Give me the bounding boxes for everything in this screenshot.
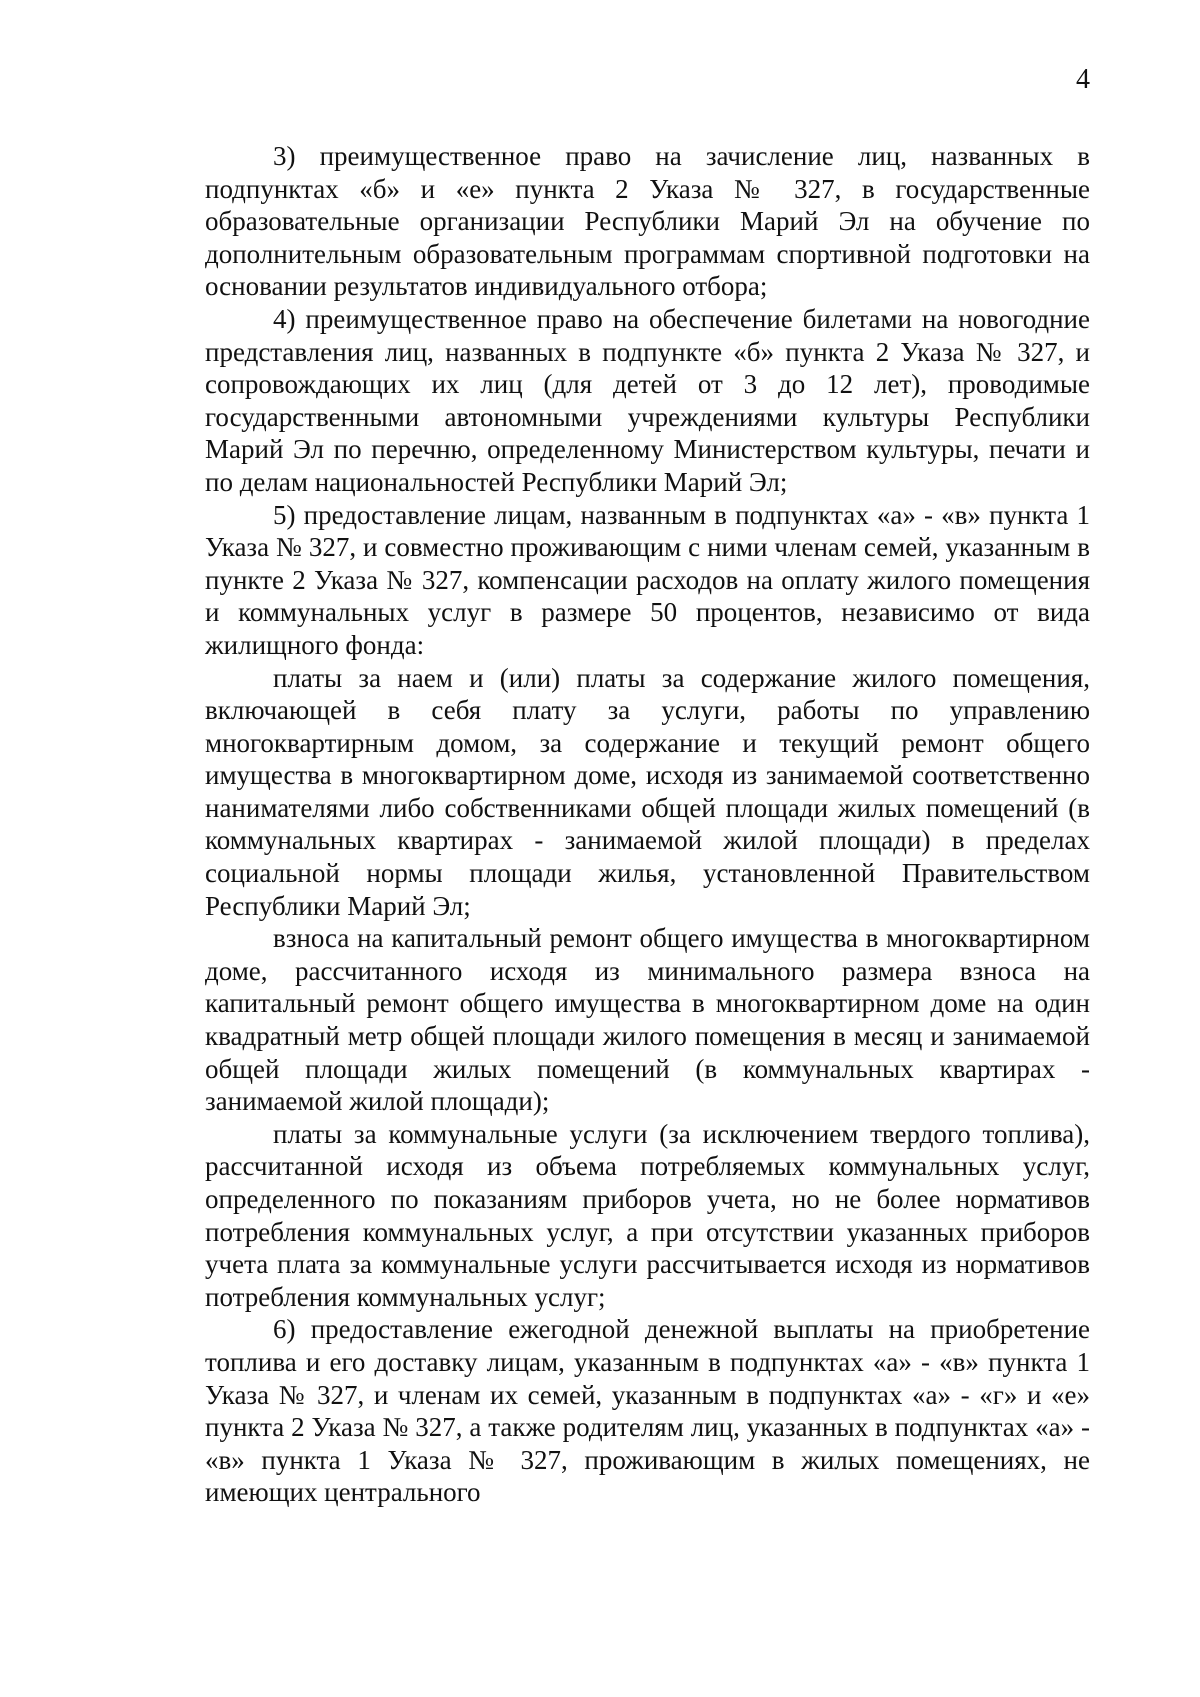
- paragraph-capital-repair: взноса на капитальный ремонт общего имущества в многоквартирном доме, рассчитанного исходя из минимального размера взноса на капитальный ремонт общего имущества в многоквартирном доме на один квадратный метр общей площади жилого помещения в месяц и занимаемой общей площади жилых помещений (в коммунальных квартирах - занимаемой жилой площади);: [205, 923, 1090, 1117]
- paragraph-utility-fee: платы за коммунальные услуги (за исключением твердого топлива), рассчитанной исходя из объема потребляемых коммунальных услуг, определенного по показаниям приборов учета, но не более нормативов потребления коммунальных услуг, а при отсутствии указанных приборов учета плата за коммунальные услуги рассчитывается исходя из нормативов потребления коммунальных услуг;: [205, 1118, 1090, 1312]
- paragraph-item-5: 5) предоставление лицам, названным в подпунктах «а» - «в» пункта 1 Указа № 327, и совместно проживающим с ними членам семей, указанным в пункте 2 Указа № 327, компенсации расходов на оплату жилого помещения и коммунальных услуг в размере 50 процентов, независимо от вида жилищного фонда:: [205, 499, 1090, 660]
- paragraph-item-6: 6) предоставление ежегодной денежной выплаты на приобретение топлива и его доставку лицам, указанным в подпунктах «а» - «в» пункта 1 Указа № 327, и членам их семей, указанным в подпунктах «а» - «г» и «е» пункта 2 Указа № 327, а также родителям лиц, указанных в подпунктах «а» - «в» пункта 1 Указа № 327, проживающим в жилых помещениях, не имеющих центрального: [205, 1314, 1090, 1508]
- paragraph-item-4: 4) преимущественное право на обеспечение билетами на новогодние представления лиц, названных в подпункте «б» пункта 2 Указа № 327, и сопровождающих их лиц (для детей от 3 до 12 лет), проводимые государственными автономными учреждениями культуры Республики Марий Эл по перечню, определенному Министерством культуры, печати и по делам национальностей Республики Марий Эл;: [205, 303, 1090, 497]
- paragraph-item-3: 3) преимущественное право на зачисление лиц, названных в подпунктах «б» и «е» пункта 2 Указа № 327, в государственные образовательные организации Республики Марий Эл на обучение по дополнительным образовательным программам спортивной подготовки на основании результатов индивидуального отбора;: [205, 141, 1090, 302]
- document-body: [205, 140, 1090, 1509]
- page-number: 4: [1076, 64, 1090, 95]
- paragraph-housing-fee: платы за наем и (или) платы за содержание жилого помещения, включающей в себя плату за услуги, работы по управлению многоквартирным домом, за содержание и текущий ремонт общего имущества в многоквартирном доме, исходя из занимаемой соответственно нанимателями либо собственниками общей площади жилых помещений (в коммунальных квартирах - занимаемой жилой площади) в пределах социальной нормы площади жилья, установленной Правительством Республики Марий Эл;: [205, 662, 1090, 921]
